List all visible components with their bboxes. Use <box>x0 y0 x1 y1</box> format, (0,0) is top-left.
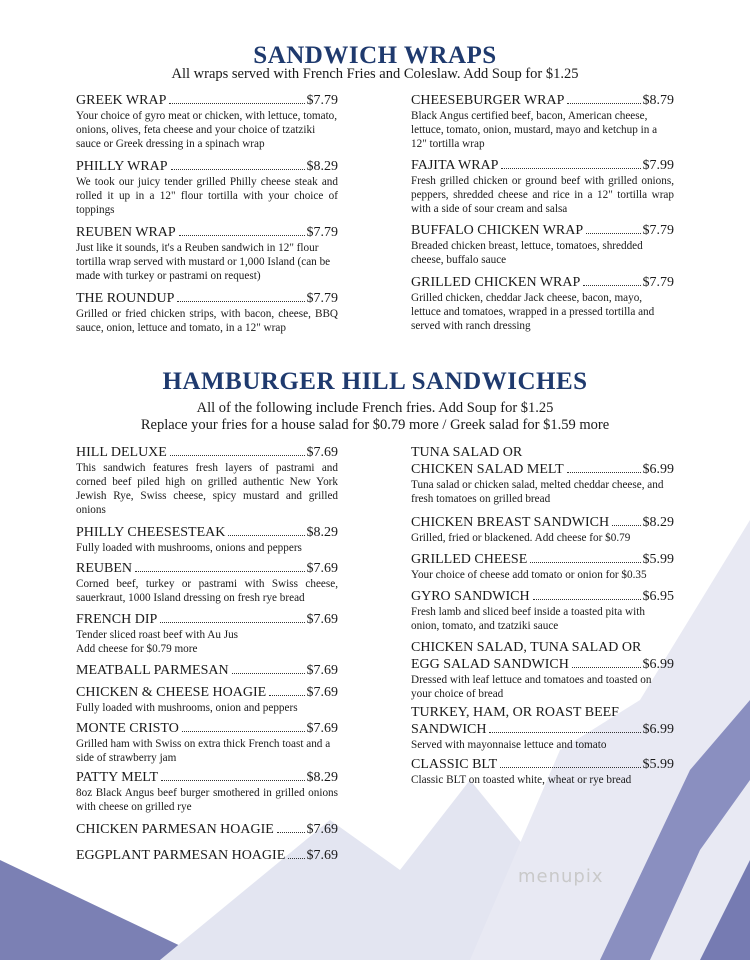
dot-leader <box>572 667 641 668</box>
dot-leader <box>612 525 640 526</box>
item-name: CHICKEN SALAD MELT <box>411 462 564 477</box>
item-name: PHILLY WRAP <box>76 159 168 174</box>
item-description: Tuna salad or chicken salad, melted cheddar cheese, and fresh tomatoes on grilled bread <box>411 479 664 505</box>
section-title-hamburger-hill: HAMBURGER HILL SANDWICHES <box>162 368 588 395</box>
item-description: Fresh lamb and sliced beef inside a toasted pita with onion, tomato, and tzatziki sauce <box>411 606 645 632</box>
item-description: Served with mayonnaise lettuce and tomato <box>411 739 607 751</box>
section-subtitle-wraps: All wraps served with French Fries and Coleslaw. Add Soup for $1.25 <box>171 66 579 82</box>
item-name: CLASSIC BLT <box>411 757 498 772</box>
item-price: $8.29 <box>306 770 338 785</box>
item-name: EGG SALAD SANDWICH <box>411 657 569 672</box>
dot-leader <box>228 535 304 536</box>
item-name: CHICKEN BREAST SANDWICH <box>411 515 610 530</box>
dot-leader <box>530 562 640 563</box>
item-description: Classic BLT on toasted white, wheat or rye bread <box>411 774 632 786</box>
item-price: $7.69 <box>306 685 338 700</box>
dot-leader <box>182 731 305 732</box>
item-description: 8oz Black Angus beef burger smothered in grilled onions with cheese on grilled rye <box>76 787 338 813</box>
section-subtitle-2: Replace your fries for a house salad for $0.79 more / Greek salad for $1.59 more <box>140 417 610 433</box>
item-description: We took our juicy tender grilled Philly cheese steak and rolled it up in a 12" flour tortilla with your choice of toppings <box>76 176 338 216</box>
item-description: Grilled, fried or blackened. Add cheese for $0.79 <box>411 532 631 544</box>
dot-leader <box>567 472 641 473</box>
menu-item <box>76 769 338 821</box>
item-price: $7.69 <box>306 663 338 678</box>
item-name: FRENCH DIP <box>76 612 158 627</box>
item-description: Fully loaded with mushrooms, onion and peppers <box>76 702 298 714</box>
item-description: Corned beef, turkey or pastrami with Swiss cheese, sauerkraut, 1000 Island dressing on fresh rye bread <box>76 578 338 604</box>
item-price: $8.29 <box>306 159 338 174</box>
item-name: SANDWICH <box>411 722 487 737</box>
item-price: $7.69 <box>306 445 338 460</box>
item-name: REUBEN WRAP <box>76 225 176 240</box>
item-description: Black Angus certified beef, bacon, American cheese, lettuce, tomato, onion, mustard, mayo and ketchup in a 12" tortilla wrap <box>411 110 658 150</box>
dot-leader <box>135 571 305 572</box>
item-name: MEATBALL PARMESAN <box>76 663 229 678</box>
dot-leader <box>232 673 305 674</box>
item-price: $8.29 <box>642 515 674 530</box>
menu-item <box>76 92 338 158</box>
dot-leader <box>586 233 640 234</box>
item-name-top: TURKEY, HAM, OR ROAST BEEF <box>411 705 619 720</box>
item-name-top: CHICKEN SALAD, TUNA SALAD OR <box>411 640 642 655</box>
item-price: $7.69 <box>306 561 338 576</box>
menu-item <box>76 847 338 869</box>
item-price: $8.29 <box>306 525 338 540</box>
menu-item <box>411 514 674 551</box>
menu-item <box>76 224 338 290</box>
wraps-right-column <box>411 92 674 340</box>
item-name: CHEESEBURGER WRAP <box>411 93 565 108</box>
item-price: $7.69 <box>306 822 338 837</box>
item-description: Grilled ham with Swiss on extra thick French toast and a side of strawberry jam <box>76 738 331 764</box>
dot-leader <box>288 858 304 859</box>
item-name: PATTY MELT <box>76 770 159 785</box>
item-name: GREEK WRAP <box>76 93 167 108</box>
dot-leader <box>489 732 640 733</box>
dot-leader <box>170 455 305 456</box>
dot-leader <box>177 301 304 302</box>
item-name: EGGPLANT PARMESAN HOAGIE <box>76 848 286 863</box>
item-name: GRILLED CHEESE <box>411 552 528 567</box>
item-price: $7.79 <box>642 275 674 290</box>
item-price: $6.99 <box>642 722 674 737</box>
item-description: Dressed with leaf lettuce and tomatoes and toasted on your choice of bread <box>411 674 652 700</box>
item-name: CHICKEN & CHEESE HOAGIE <box>76 685 267 700</box>
item-price: $5.99 <box>642 757 674 772</box>
sandwiches-left-column <box>76 444 338 869</box>
wraps-left-column <box>76 92 338 342</box>
item-description: Fresh grilled chicken or ground beef with grilled onions, peppers, shredded cheese and rice in a 12" tortilla wrap with a side of sour cream and salsa <box>411 175 674 215</box>
dot-leader <box>160 622 304 623</box>
item-price: $6.95 <box>642 589 674 604</box>
menu-item <box>411 639 674 704</box>
sandwiches-right-column <box>411 444 674 792</box>
menu-item <box>76 684 338 720</box>
menu-item <box>411 551 674 588</box>
menu-item <box>76 662 338 684</box>
menu-item <box>76 290 338 342</box>
dot-leader <box>269 695 304 696</box>
item-price: $6.99 <box>642 657 674 672</box>
dot-leader <box>171 169 305 170</box>
dot-leader <box>169 103 304 104</box>
dot-leader <box>179 235 305 236</box>
menu-item <box>411 222 674 274</box>
item-name: PHILLY CHEESESTEAK <box>76 525 226 540</box>
menu-item <box>411 92 674 157</box>
item-name: GYRO SANDWICH <box>411 589 530 604</box>
section-subtitle-1: All of the following include French fries. Add Soup for $1.25 <box>196 400 554 416</box>
item-price: $7.79 <box>306 93 338 108</box>
menu-item <box>76 158 338 224</box>
menu-item <box>76 560 338 611</box>
menu-item <box>411 704 674 756</box>
item-price: $8.79 <box>642 93 674 108</box>
item-description: Just like it sounds, it's a Reuben sandwich in 12" flour tortilla wrap served with mustard or 1,000 Island (can be made with turkey or pastrami on request) <box>76 242 331 282</box>
item-name: MONTE CRISTO <box>76 721 179 736</box>
item-price: $7.79 <box>642 223 674 238</box>
dot-leader <box>277 832 305 833</box>
item-description: This sandwich features fresh layers of pastrami and corned beef piled high on grilled authentic New York Jewish Rye, Swiss cheese, spicy mustard and grilled onions <box>76 462 338 516</box>
item-price: $7.69 <box>306 721 338 736</box>
menu-item <box>411 157 674 222</box>
dot-leader <box>500 767 640 768</box>
item-price: $7.79 <box>306 225 338 240</box>
menu-item <box>411 274 674 340</box>
menupix-watermark: menupix <box>518 866 604 887</box>
dot-leader <box>161 780 304 781</box>
item-name: FAJITA WRAP <box>411 158 499 173</box>
dot-leader <box>583 285 640 286</box>
item-name: CHICKEN PARMESAN HOAGIE <box>76 822 274 837</box>
item-description-extra: Add cheese for $0.79 more <box>76 643 198 655</box>
item-name-top: TUNA SALAD OR <box>411 445 523 460</box>
item-description: Fully loaded with mushrooms, onions and peppers <box>76 542 302 554</box>
item-description: Grilled or fried chicken strips, with bacon, cheese, BBQ sauce, onion, lettuce and tomato, in a 12" wrap <box>76 308 338 334</box>
item-description: Your choice of cheese add tomato or onion for $0.35 <box>411 569 647 581</box>
item-price: $5.99 <box>642 552 674 567</box>
item-price: $7.99 <box>642 158 674 173</box>
menu-item <box>76 524 338 560</box>
menu-item <box>411 756 674 792</box>
item-name: GRILLED CHICKEN WRAP <box>411 275 581 290</box>
dot-leader <box>567 103 640 104</box>
menu-item <box>76 444 338 524</box>
item-name: THE ROUNDUP <box>76 291 175 306</box>
item-description: Tender sliced roast beef with Au Jus <box>76 629 239 641</box>
menu-item <box>411 588 674 639</box>
menu-item <box>76 611 338 662</box>
item-name: REUBEN <box>76 561 132 576</box>
section-title-wraps: SANDWICH WRAPS <box>253 42 497 69</box>
menu-item <box>411 444 674 514</box>
item-name: BUFFALO CHICKEN WRAP <box>411 223 584 238</box>
menu-item <box>76 821 338 847</box>
dot-leader <box>533 599 641 600</box>
item-description: Breaded chicken breast, lettuce, tomatoes, shredded cheese, buffalo sauce <box>411 240 643 266</box>
item-description: Grilled chicken, cheddar Jack cheese, bacon, mayo, lettuce and tomatoes, wrapped in a pressed tortilla and served with ranch dressing <box>411 292 655 332</box>
item-price: $7.79 <box>306 291 338 306</box>
item-price: $6.99 <box>642 462 674 477</box>
item-price: $7.69 <box>306 612 338 627</box>
item-price: $7.69 <box>306 848 338 863</box>
menu-item <box>76 720 338 769</box>
item-name: HILL DELUXE <box>76 445 167 460</box>
item-description: Your choice of gyro meat or chicken, with lettuce, tomato, onions, olives, feta cheese and your choice of tzatziki sauce or Greek dressing in a spinach wrap <box>76 110 338 150</box>
dot-leader <box>501 168 640 169</box>
